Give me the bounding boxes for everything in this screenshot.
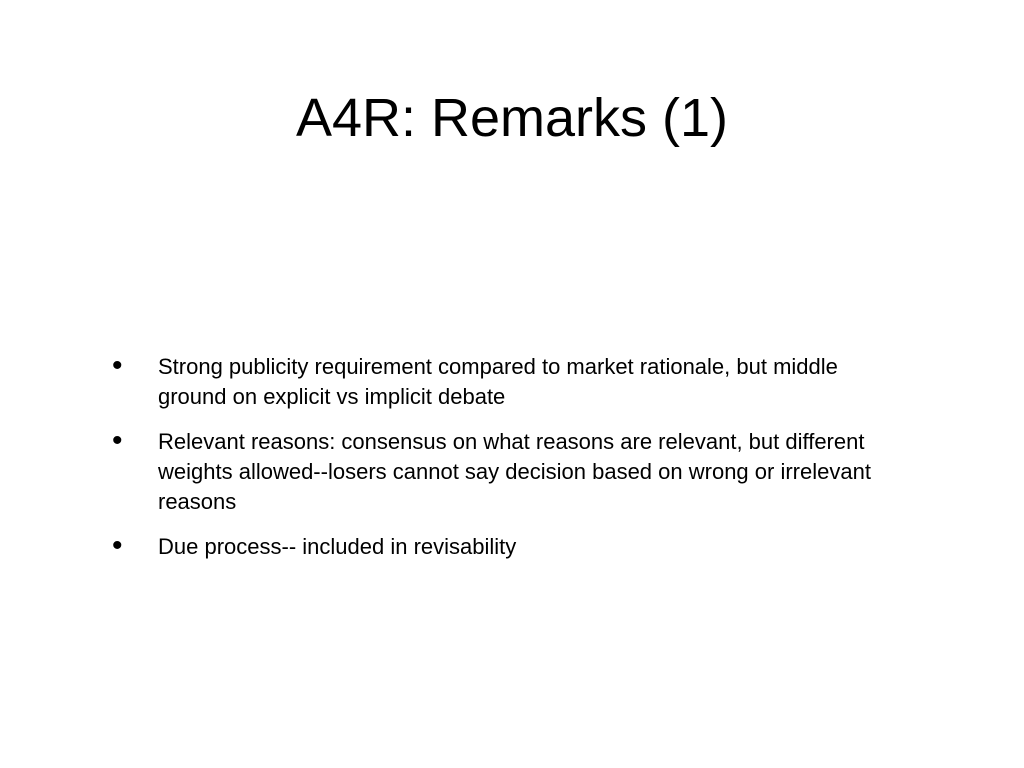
slide-title: A4R: Remarks (1) <box>295 88 729 148</box>
bullet-dot-icon: • <box>112 529 123 562</box>
bullet-text: Due process-- included in revisability <box>158 534 517 559</box>
bullet-list <box>110 349 890 577</box>
bullet-text: Relevant reasons: consensus on what reasons are relevant, but different weights allowed--losers cannot say decision based on wrong or irrelevant reasons <box>158 429 871 514</box>
bullet-item <box>110 529 890 562</box>
bullet-dot-icon: • <box>112 349 123 382</box>
bullet-text: Strong publicity requirement compared to market rationale, but middle ground on explicit vs implicit debate <box>158 354 838 409</box>
bullet-item <box>110 424 890 517</box>
bullet-item <box>110 349 890 412</box>
bullet-dot-icon: • <box>112 424 123 457</box>
